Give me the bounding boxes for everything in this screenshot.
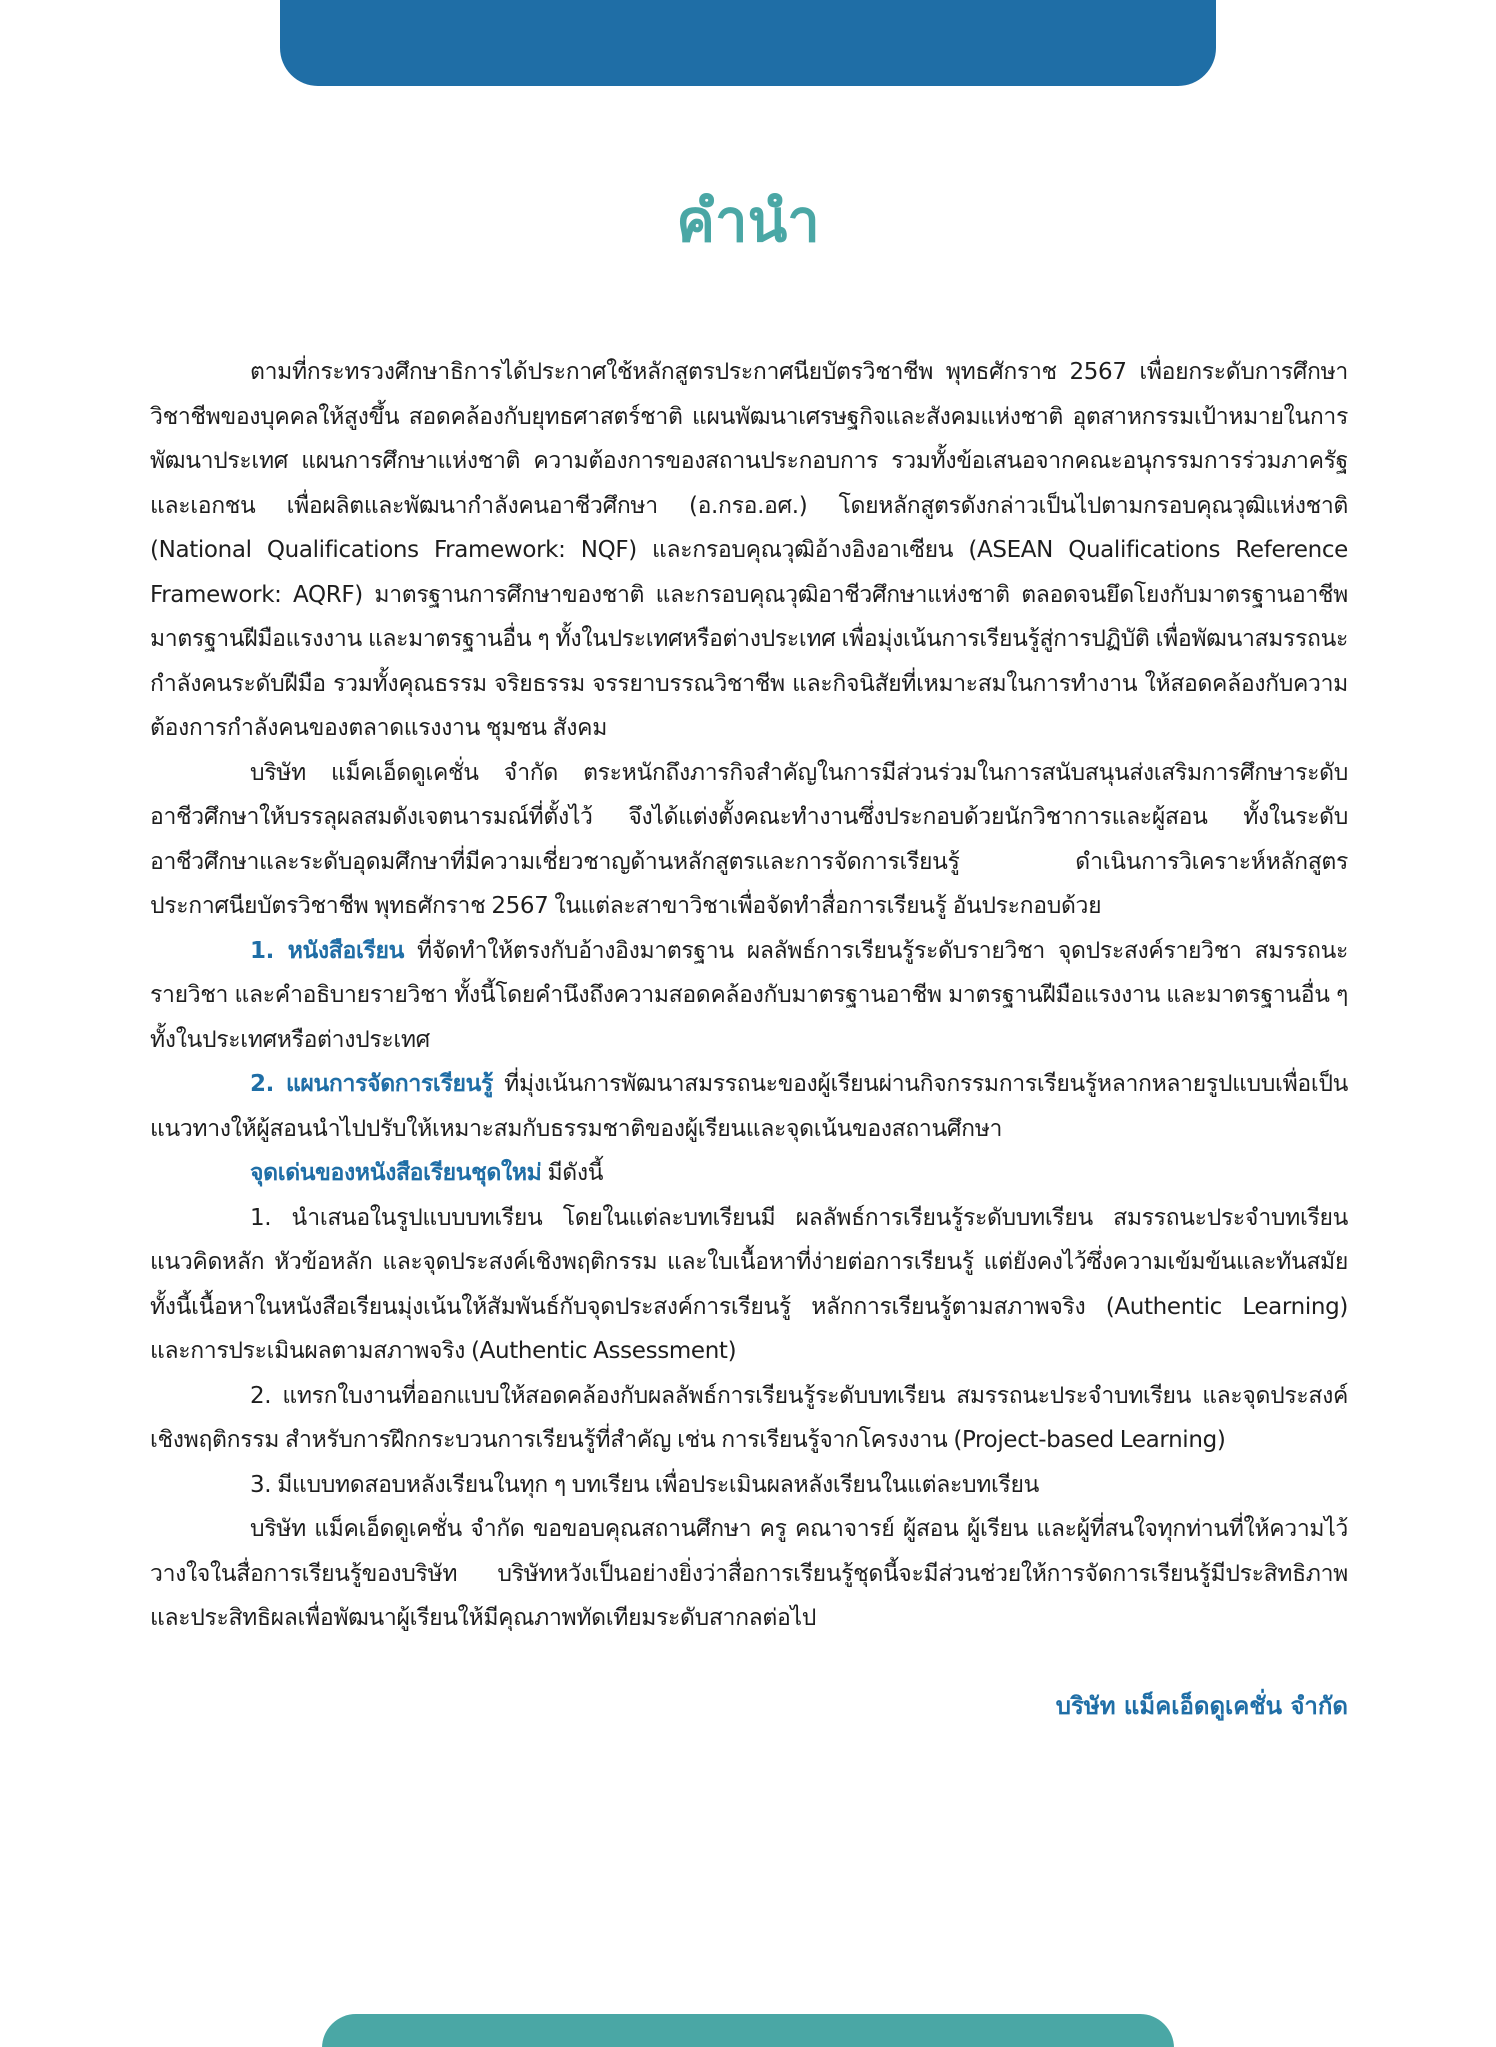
paragraph-company: บริษัท แม็คเอ็ดดูเคชั่น จำกัด ตระหนักถึงภารกิจสำคัญในการมีส่วนร่วมในการสนับสนุนส่งเสริมการศึกษาระดับอาชีวศึกษาให้บรรลุผลสมดังเจตนารมณ์ที่ตั้งไว้ จึงได้แต่งตั้งคณะทำงานซึ่งประกอบด้วยนักวิชาการและผู้สอน ทั้งในระดับอาชีวศึกษาและระดับอุดมศึกษาที่มีความเชี่ยวชาญด้านหลักสูตรและการจัดการเรียนรู้ ดำเนินการวิเคราะห์หลักสูตรประกาศนียบัตรวิชาชีพ พุทธศักราช 2567 ในแต่ละสาขาวิชาเพื่อจัดทำสื่อการเรียนรู้ อันประกอบด้วย: [150, 759, 1348, 919]
highlights-heading: [150, 1151, 1348, 1196]
footer-tab-decoration: [322, 2014, 1174, 2047]
paragraph-closing: บริษัท แม็คเอ็ดดูเคชั่น จำกัด ขอขอบคุณสถานศึกษา ครู คณาจารย์ ผู้สอน ผู้เรียน และผู้ที่สนใจทุกท่านที่ให้ความไว้วางใจในสื่อการเรียนรู้ของบริษัท บริษัทหวังเป็นอย่างยิ่งว่าสื่อการเรียนรู้ชุดนี้จะมีส่วนช่วยให้การจัดการเรียนรู้มีประสิทธิภาพและประสิทธิผลเพื่อพัฒนาผู้เรียนให้มีคุณภาพทัดเทียมระดับสากลต่อไป: [150, 1516, 1348, 1631]
item-text-lesson-plan: ที่มุ่งเน้นการพัฒนาสมรรถนะของผู้เรียนผ่านกิจกรรมการเรียนรู้หลากหลายรูปแบบเพื่อเป็นแนวทางให้ผู้สอนนำไปปรับให้เหมาะสมกับธรรมชาติของผู้เรียนและจุดเน้นของสถานศึกษา: [150, 1071, 1348, 1142]
list-item-lesson-plan: [150, 1062, 1348, 1151]
preface-body: [150, 350, 1348, 1641]
paragraph-intro: ตามที่กระทรวงศึกษาธิการได้ประกาศใช้หลักสูตรประกาศนียบัตรวิชาชีพ พุทธศักราช 2567 เพื่อยกระดับการศึกษาวิชาชีพของบุคคลให้สูงขึ้น สอดคล้องกับยุทธศาสตร์ชาติ แผนพัฒนาเศรษฐกิจและสังคมแห่งชาติ อุตสาหกรรมเป้าหมายในการพัฒนาประเทศ แผนการศึกษาแห่งชาติ ความต้องการของสถานประกอบการ รวมทั้งข้อเสนอจากคณะอนุกรรมการร่วมภาครัฐและเอกชน เพื่อผลิตและพัฒนากำลังคนอาชีวศึกษา (อ.กรอ.อศ.) โดยหลักสูตรดังกล่าวเป็นไปตามกรอบคุณวุฒิแห่งชาติ (National Qualifications Framework: NQF) และกรอบคุณวุฒิอ้างอิงอาเซียน (ASEAN Qualifications Reference Framework: AQRF) มาตรฐานการศึกษาของชาติ และกรอบคุณวุฒิอาชีวศึกษาแห่งชาติ ตลอดจนยึดโยงกับมาตรฐานอาชีพ มาตรฐานฝีมือแรงงาน และมาตรฐานอื่น ๆ ทั้งในประเทศหรือต่างประเทศ เพื่อมุ่งเน้นการเรียนรู้สู่การปฏิบัติ เพื่อพัฒนาสมรรถนะกำลังคนระดับฝีมือ รวมทั้งคุณธรรม จริยธรรม จรรยาบรรณวิชาชีพ และกิจนิสัยที่เหมาะสมในการทำงาน ให้สอดคล้องกับความต้องการกำลังคนของตลาดแรงงาน ชุมชน สังคม: [150, 359, 1348, 741]
highlights-label: จุดเด่นของหนังสือเรียนชุดใหม่: [250, 1160, 542, 1186]
highlight-item-2: 2. แทรกใบงานที่ออกแบบให้สอดคล้องกับผลลัพธ์การเรียนรู้ระดับบทเรียน สมรรถนะประจำบทเรียน และจุดประสงค์เชิงพฤติกรรม สำหรับการฝึกกระบวนการเรียนรู้ที่สำคัญ เช่น การเรียนรู้จากโครงงาน (Project-based Learning): [150, 1382, 1348, 1453]
item-text-textbook: ที่จัดทำให้ตรงกับอ้างอิงมาตรฐาน ผลลัพธ์การเรียนรู้ระดับรายวิชา จุดประสงค์รายวิชา สมรรถนะรายวิชา และคำอธิบายรายวิชา ทั้งนี้โดยคำนึงถึงความสอดคล้องกับมาตรฐานอาชีพ มาตรฐานฝีมือแรงงาน และมาตรฐานอื่น ๆ ทั้งในประเทศหรือต่างประเทศ: [150, 937, 1348, 1053]
signature: บริษัท แม็คเอ็ดดูเคชั่น จำกัด: [1055, 1692, 1348, 1720]
list-item-textbook: [150, 929, 1348, 1063]
highlight-item-1: 1. นำเสนอในรูปแบบบทเรียน โดยในแต่ละบทเรียนมี ผลลัพธ์การเรียนรู้ระดับบทเรียน สมรรถนะประจำบทเรียน แนวคิดหลัก หัวข้อหลัก และจุดประสงค์เชิงพฤติกรรม และใบเนื้อหาที่ง่ายต่อการเรียนรู้ แต่ยังคงไว้ซึ่งความเข้มข้นและทันสมัย ทั้งนี้เนื้อหาในหนังสือเรียนมุ่งเน้นให้สัมพันธ์กับจุดประสงค์การเรียนรู้ หลักการเรียนรู้ตามสภาพจริง (Authentic Learning) และการประเมินผลตามสภาพจริง (Authentic Assessment): [150, 1204, 1348, 1364]
page-title: คำนำ: [676, 187, 820, 255]
item-label-textbook: 1. หนังสือเรียน: [250, 937, 404, 964]
item-label-lesson-plan: 2. แผนการจัดการเรียนรู้: [250, 1071, 493, 1097]
header-tab-decoration: [280, 0, 1216, 86]
highlight-item-3: 3. มีแบบทดสอบหลังเรียนในทุก ๆ บทเรียน เพื่อประเมินผลหลังเรียนในแต่ละบทเรียน: [250, 1471, 1040, 1498]
highlights-text: มีดังนี้: [541, 1160, 604, 1186]
